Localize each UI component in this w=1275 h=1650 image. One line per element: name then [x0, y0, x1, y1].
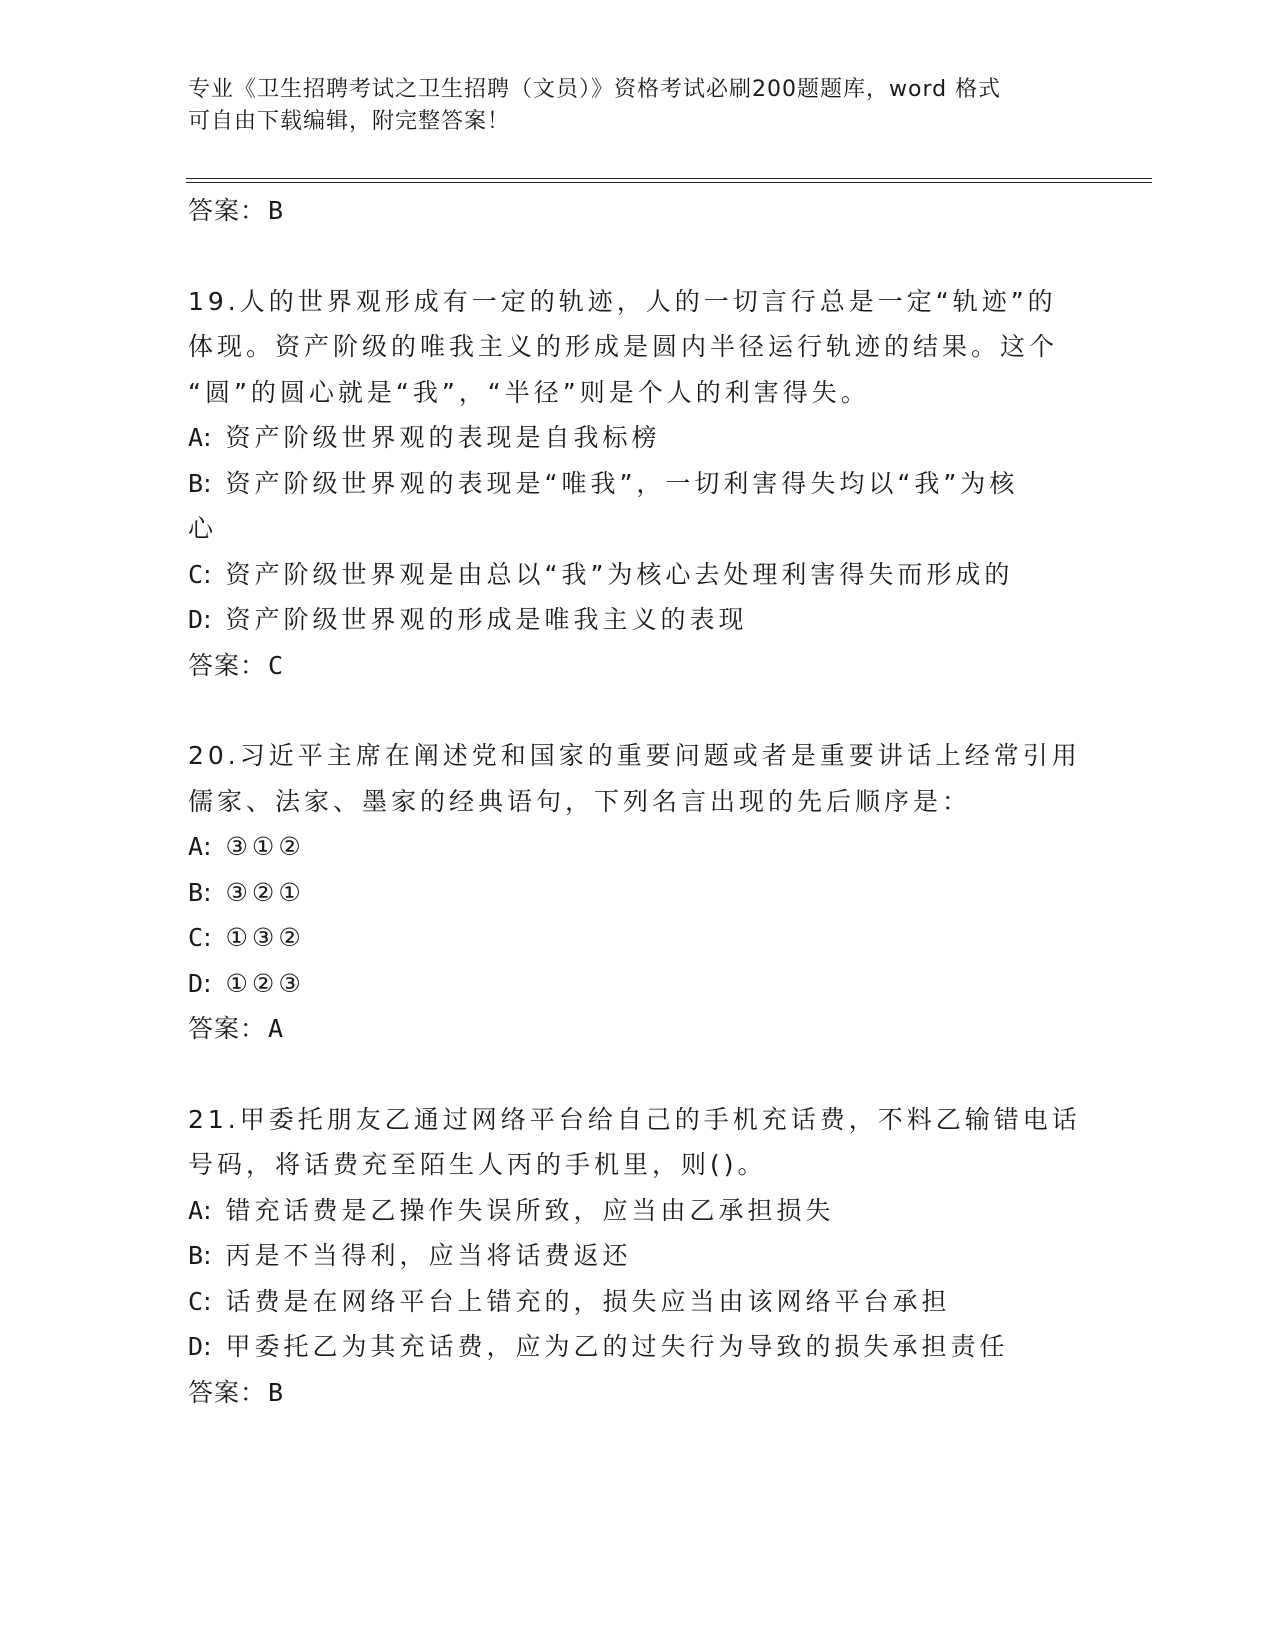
option-c: C: 话费是在网络平台上错充的，损失应当由该网络平台承担: [188, 1286, 951, 1316]
spacer: [188, 234, 1078, 279]
option-text: 话费是在网络平台上错充的，损失应当由该网络平台承担: [225, 1286, 951, 1316]
option-key: B: [188, 877, 204, 907]
option-key: A: [188, 1195, 204, 1225]
option-a: A: ③①②: [188, 832, 305, 861]
answer-value: C: [268, 650, 285, 680]
option-key: D: [188, 968, 204, 998]
option-text: 资产阶级世界观的表现是“唯我”，一切利害得失均以“我”为核: [225, 468, 1019, 498]
header-line-1: 专业《卫生招聘考试之卫生招聘（文员）》资格考试必刷200题题库，word 格式: [188, 77, 1002, 102]
option-text: ③①②: [225, 832, 305, 861]
answer-value: B: [268, 1377, 285, 1407]
option-a: A: 资产阶级世界观的表现是自我标榜: [188, 423, 661, 452]
question-answer: [188, 643, 1078, 689]
option-key: C: [188, 1286, 204, 1316]
option-d: D: 资产阶级世界观的形成是唯我主义的表现: [188, 605, 748, 634]
answer-label: 答案：: [188, 650, 267, 680]
question-text-line: 号码，将话费充至陌生人丙的手机里，则()。: [188, 1150, 767, 1179]
question-block: [188, 1097, 1081, 1416]
question-text-line: 体现。资产阶级的唯我主义的形成是圆内半径运行轨迹的结果。这个: [188, 332, 1059, 361]
option-key: C: [188, 923, 204, 952]
spacer: [188, 688, 1078, 733]
spacer: [188, 1052, 1078, 1097]
option-key: A: [188, 832, 204, 861]
option-key: D: [188, 605, 204, 634]
option-d: D: 甲委托乙为其充话费，应为乙的过失行为导致的损失承担责任: [188, 1332, 1009, 1361]
answer-value: B: [268, 196, 285, 225]
option-key: B: [188, 468, 204, 498]
question-block: [188, 279, 1078, 689]
option-text: 资产阶级世界观是由总以“我”为核心去处理利害得失而形成的: [225, 559, 1014, 589]
option-text: 资产阶级世界观的形成是唯我主义的表现: [225, 605, 748, 634]
option-b: B: 资产阶级世界观的表现是“唯我”，一切利害得失均以“我”为核: [188, 468, 1019, 498]
document-header: [188, 74, 1068, 138]
option-d: D: ①②③: [188, 968, 305, 998]
option-text: ①②③: [225, 968, 305, 998]
header-divider-bottom: [186, 182, 1152, 183]
previous-answer: [188, 188, 1078, 234]
option-c: C: 资产阶级世界观是由总以“我”为核心去处理利害得失而形成的: [188, 559, 1014, 589]
option-key: B: [188, 1241, 204, 1270]
option-a: A: 错充话费是乙操作失误所致，应当由乙承担损失: [188, 1195, 835, 1225]
option-text: 丙是不当得利，应当将话费返还: [225, 1241, 632, 1270]
option-b: B: 丙是不当得利，应当将话费返还: [188, 1241, 632, 1270]
option-text: ③②①: [225, 877, 305, 907]
header-line-2: 可自由下载编辑，附完整答案！: [188, 109, 511, 134]
answer-label: 答案：: [188, 1377, 267, 1407]
question-text-line: 21.甲委托朋友乙通过网络平台给自己的手机充话费，不料乙输错电话: [188, 1104, 1081, 1134]
option-text: 甲委托乙为其充话费，应为乙的过失行为导致的损失承担责任: [225, 1332, 1009, 1361]
question-answer: [188, 1370, 1078, 1416]
option-key: A: [188, 423, 204, 452]
option-c: C: ①③②: [188, 923, 305, 952]
question-text-line: 儒家、法家、墨家的经典语句，下列名言出现的先后顺序是：: [188, 786, 972, 816]
answer-value: A: [268, 1014, 285, 1043]
option-text: 错充话费是乙操作失误所致，应当由乙承担损失: [225, 1195, 835, 1225]
answer-label: 答案：: [188, 1014, 267, 1043]
option-b: B: ③②①: [188, 877, 305, 907]
question-answer: [188, 1006, 1078, 1052]
option-key: C: [188, 559, 204, 589]
option-key: D: [188, 1332, 204, 1361]
option-text: ①③②: [225, 923, 305, 952]
question-text-line: 19.人的世界观形成有一定的轨迹，人的一切言行总是一定“轨迹”的: [188, 286, 1057, 316]
question-block: [188, 733, 1081, 1052]
question-list: [188, 188, 1081, 1415]
header-divider-top: [186, 178, 1152, 179]
option-text-continued: 心: [188, 514, 218, 543]
answer-label: 答案：: [188, 196, 267, 225]
option-text: 资产阶级世界观的表现是自我标榜: [225, 423, 661, 452]
question-text-line: “圆”的圆心就是“我”，“半径”则是个人的利害得失。: [188, 377, 870, 407]
question-text-line: 20.习近平主席在阐述党和国家的重要问题或者是重要讲话上经常引用: [188, 741, 1081, 770]
